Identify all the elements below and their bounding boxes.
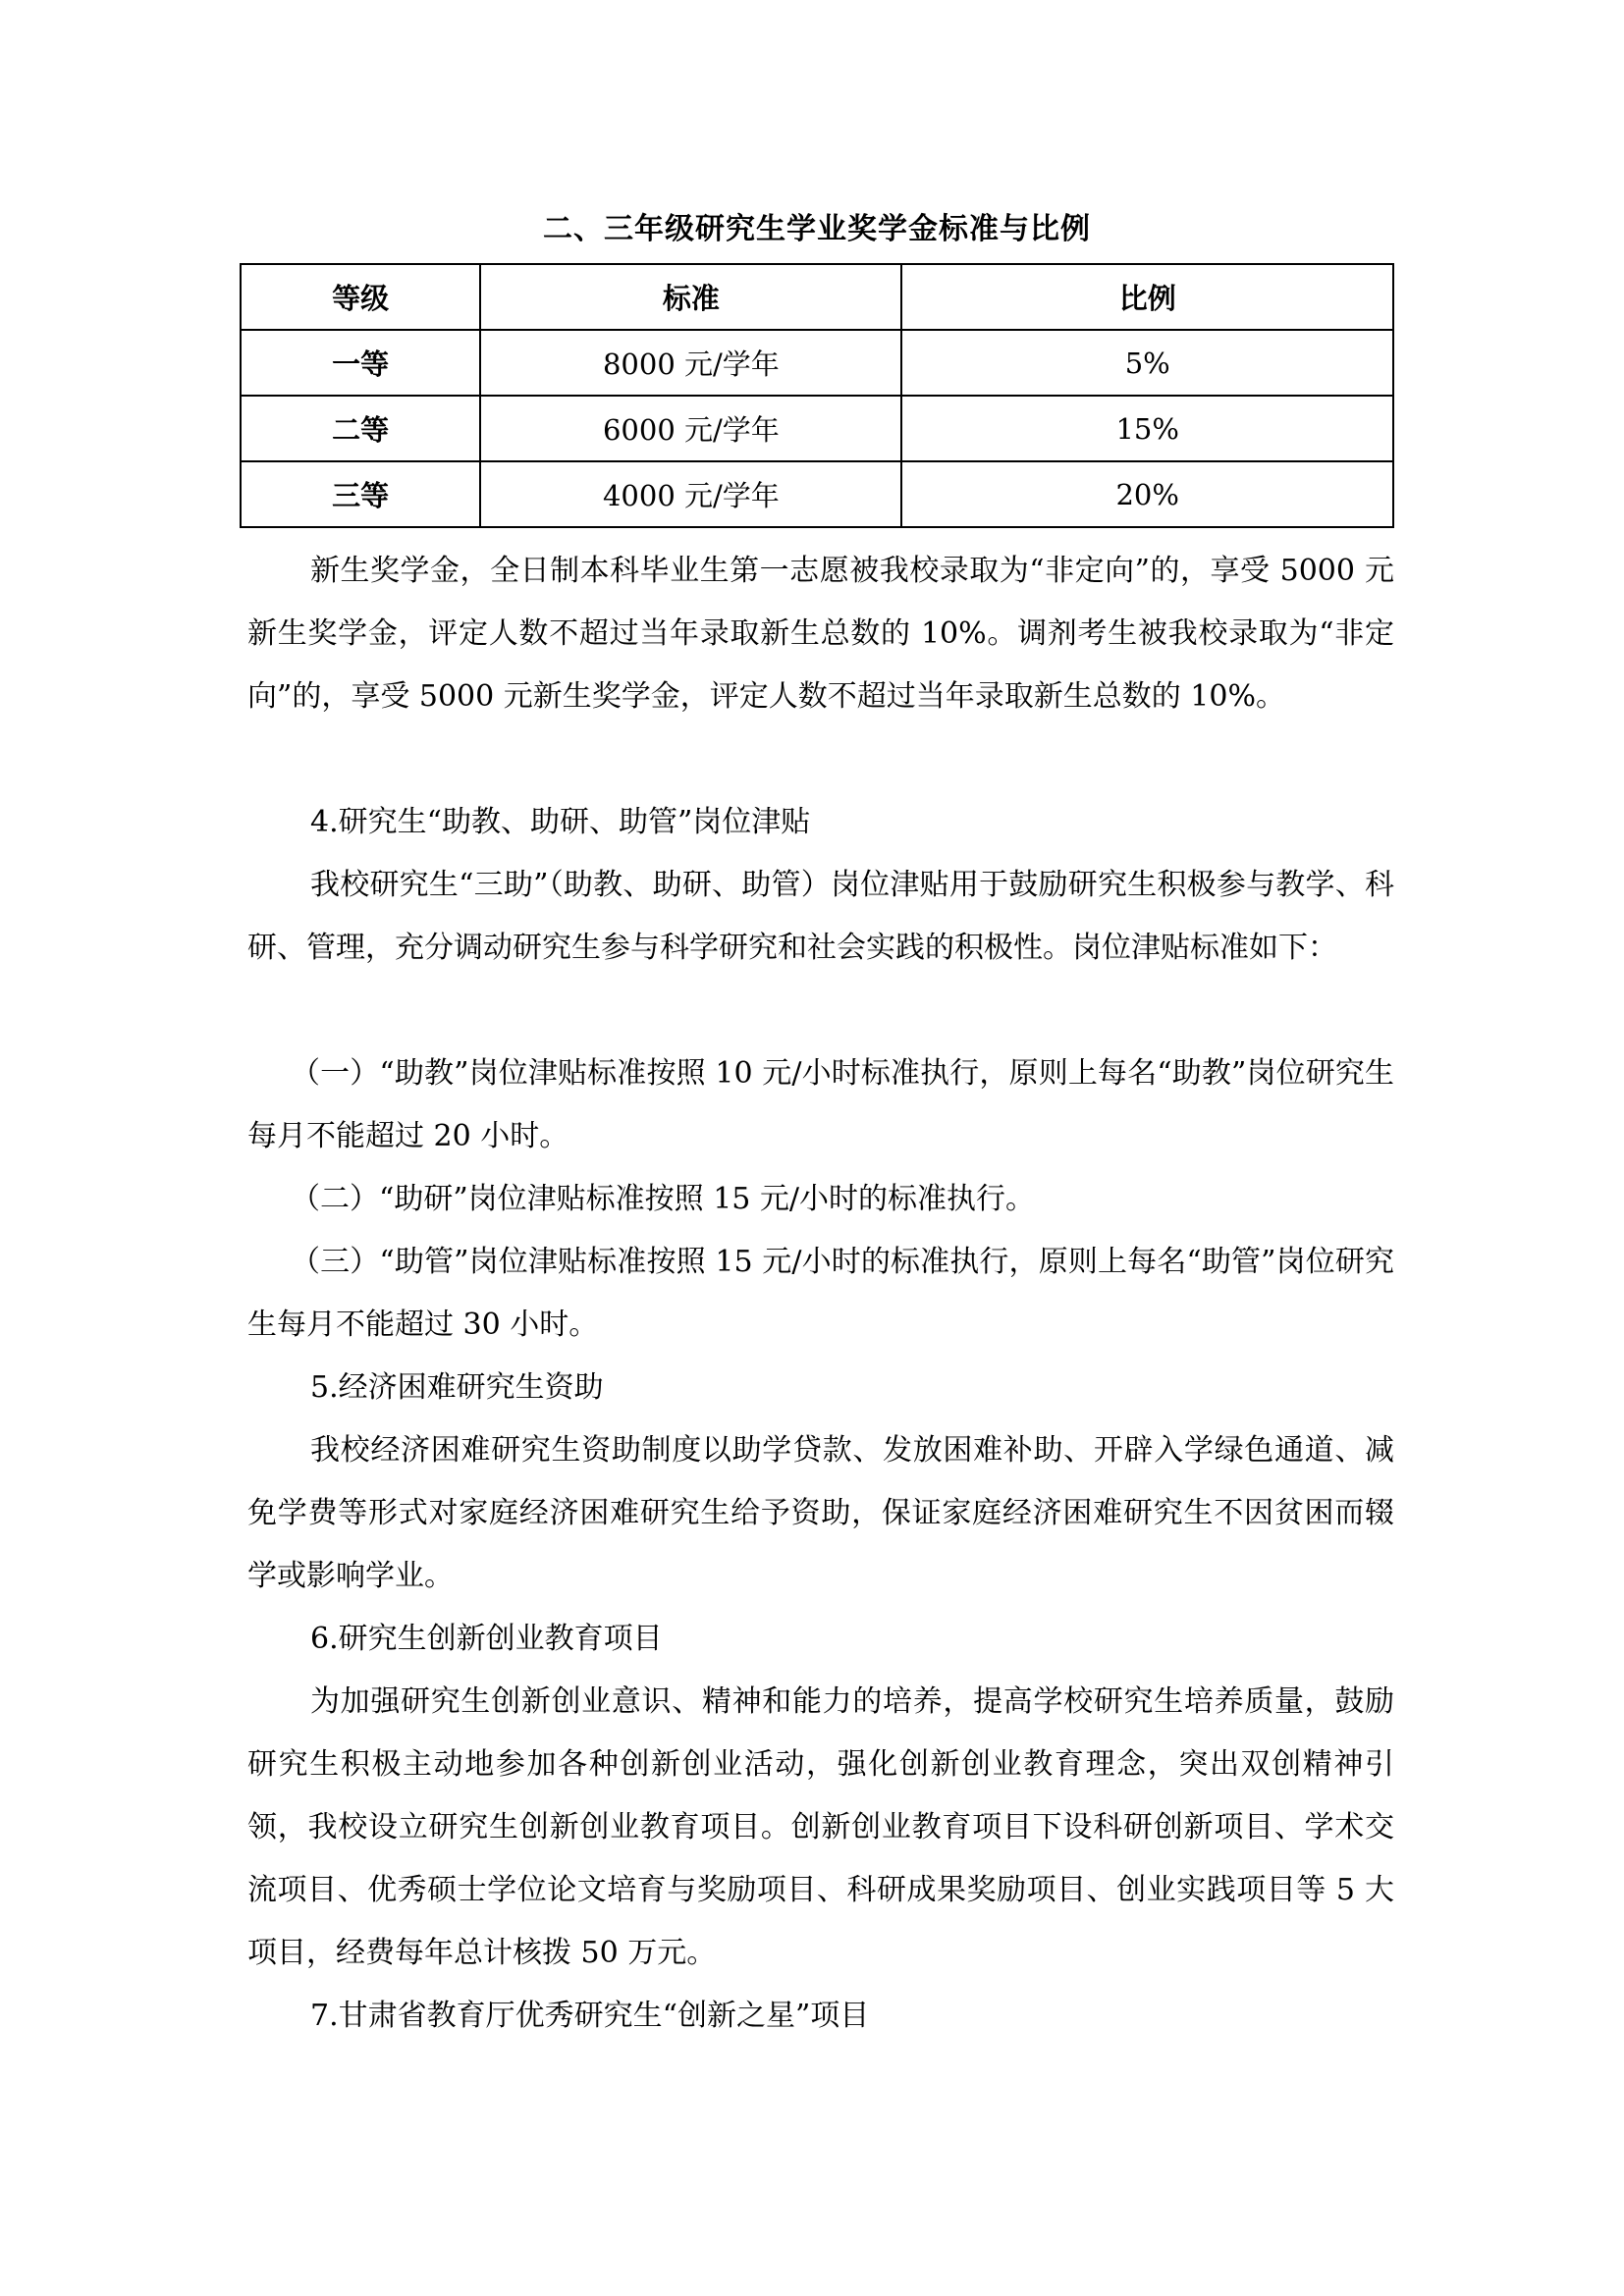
table-header-row — [241, 264, 1393, 330]
assistant-research-item: （二）“助研”岗位津贴标准按照 15 元/小时的标准执行。 — [291, 1182, 1036, 1216]
section-5-paragraph: 我校经济困难研究生资助制度以助学贷款、发放困难补助、开辟入学绿色通道、减免学费等形式对家庭经济困难研究生给予资助，保证家庭经济困难研究生不因贫困而辍学或影响学业。 — [247, 1433, 1394, 1593]
assistant-management-item: （三）“助管”岗位津贴标准按照 15 元/小时的标准执行，原则上每名“助管”岗位研究生每月不能超过 30 小时。 — [247, 1245, 1394, 1342]
cell-ratio: 15% — [901, 396, 1393, 461]
table-row — [241, 461, 1393, 527]
cell-standard: 8000 元/学年 — [480, 330, 901, 396]
cell-level: 三等 — [241, 461, 480, 527]
section-4-heading: 4.研究生“助教、助研、助管”岗位津贴 — [310, 805, 811, 839]
cell-level: 二等 — [241, 396, 480, 461]
cell-ratio: 5% — [901, 330, 1393, 396]
section-6-heading: 6.研究生创新创业教育项目 — [310, 1622, 663, 1656]
section-6-paragraph: 为加强研究生创新创业意识、精神和能力的培养，提高学校研究生培养质量，鼓励研究生积极主动地参加各种创新创业活动，强化创新创业教育理念，突出双创精神引领，我校设立研究生创新创业教育项目。创新创业教育项目下设科研创新项目、学术交流项目、优秀硕士学位论文培育与奖励项目、科研成果奖励项目、创业实践项目等 5 大项目，经费每年总计核拨 50 万元。 — [247, 1684, 1394, 1970]
table-row — [241, 396, 1393, 461]
cell-standard: 4000 元/学年 — [480, 461, 901, 527]
table-row — [241, 330, 1393, 396]
cell-ratio: 20% — [901, 461, 1393, 527]
table-title: 二、三年级研究生学业奖学金标准与比例 — [543, 212, 1091, 246]
header-standard: 标准 — [480, 264, 901, 330]
section-4-paragraph: 我校研究生“三助”（助教、助研、助管）岗位津贴用于鼓励研究生积极参与教学、科研、管理，充分调动研究生参与科学研究和社会实践的积极性。岗位津贴标准如下： — [247, 868, 1394, 965]
section-5-heading: 5.经济困难研究生资助 — [310, 1370, 604, 1405]
scholarship-table — [240, 263, 1394, 528]
header-level: 等级 — [241, 264, 480, 330]
assistant-teaching-item: （一）“助教”岗位津贴标准按照 10 元/小时标准执行，原则上每名“助教”岗位研究生每月不能超过 20 小时。 — [247, 1056, 1394, 1153]
freshman-scholarship-paragraph: 新生奖学金，全日制本科毕业生第一志愿被我校录取为“非定向”的，享受 5000 元新生奖学金，评定人数不超过当年录取新生总数的 10%。调剂考生被我校录取为“非定向”的，享受 5000 元新生奖学金，评定人数不超过当年录取新生总数的 10%。 — [247, 554, 1394, 714]
cell-level: 一等 — [241, 330, 480, 396]
cell-standard: 6000 元/学年 — [480, 396, 901, 461]
header-ratio: 比例 — [901, 264, 1393, 330]
section-7-heading: 7.甘肃省教育厅优秀研究生“创新之星”项目 — [310, 1999, 870, 2033]
